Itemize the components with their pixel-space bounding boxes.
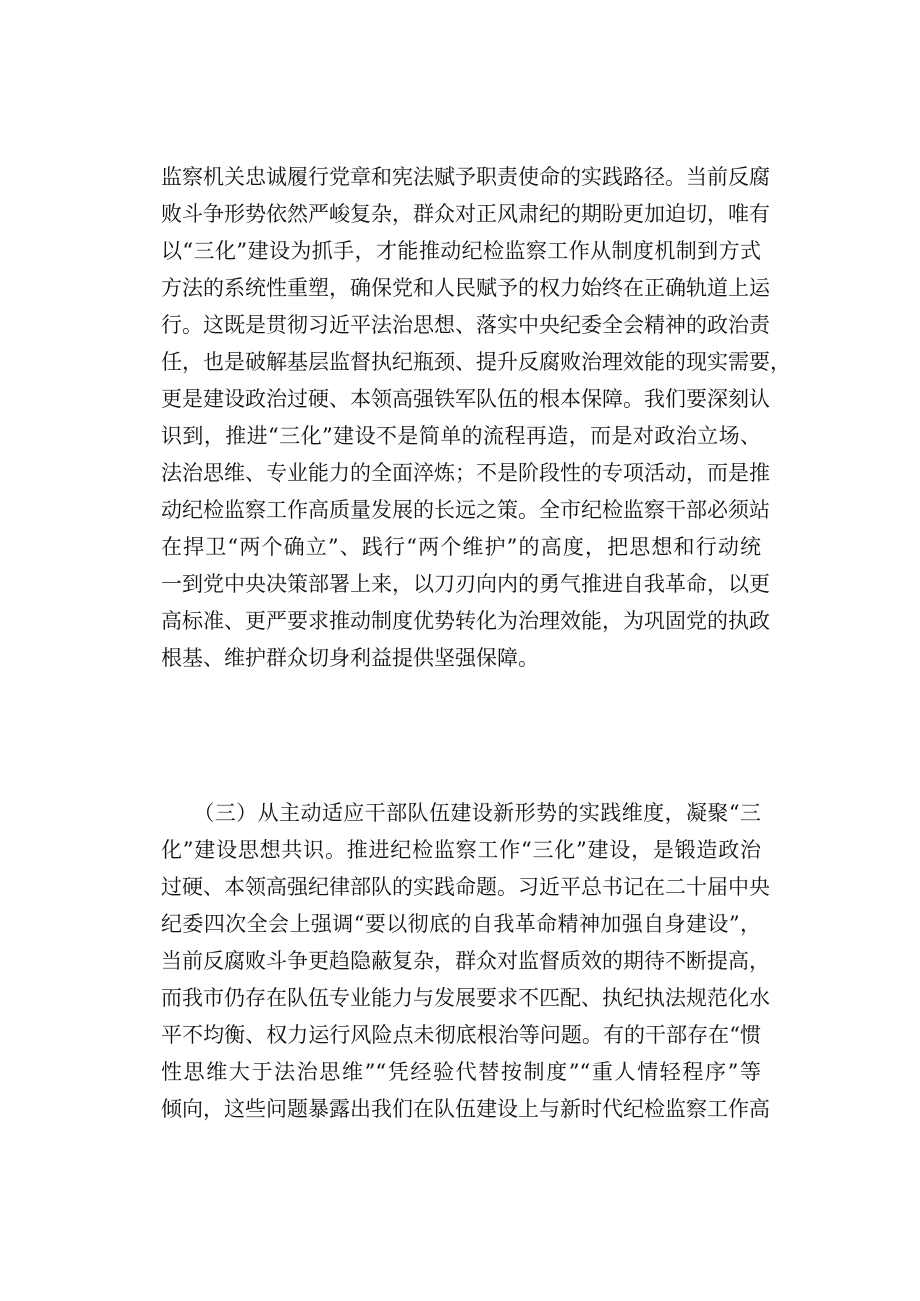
text-line: 方法的系统性重塑，确保党和人民赋予的权力始终在正确轨道上运 (161, 276, 770, 300)
text-line: 行。这既是贯彻习近平法治思想、落实中央纪委全会精神的政治责 (161, 313, 770, 337)
text-line: 高标准、更严要求推动制度优势转化为治理效能，为巩固党的执政 (161, 609, 770, 633)
text-line: 一到党中央决策部署上来，以刀刃向内的勇气推进自我革命，以更 (161, 572, 770, 596)
paragraph-1 (161, 159, 791, 677)
text-line: （三）从主动适应干部队伍建设新形势的实践维度，凝聚“三 (161, 801, 761, 825)
text-line: 根基、维护群众切身利益提供坚强保障。 (161, 646, 539, 670)
text-line: 纪委四次全会上强调“要以彻底的自我革命精神加强自身建设”， (161, 912, 761, 936)
text-line: 过硬、本领高强纪律部队的实践命题。习近平总书记在二十届中央 (161, 875, 770, 899)
text-line: 任，也是破解基层监督执纪瓶颈、提升反腐败治理效能的现实需要， (161, 350, 791, 374)
text-line: 识到，推进“三化”建设不是简单的流程再造，而是对政治立场、 (161, 424, 761, 448)
text-line: 性思维大于法治思维”“凭经验代替按制度”“重人情轻程序”等 (161, 1060, 761, 1084)
text-line: 更是建设政治过硬、本领高强铁军队伍的根本保障。我们要深刻认 (161, 387, 770, 411)
text-line: 在捍卫“两个确立”、践行“两个维护”的高度，把思想和行动统 (161, 535, 761, 559)
text-line: 败斗争形势依然严峻复杂，群众对正风肃纪的期盼更加迫切，唯有 (161, 202, 770, 226)
text-line: 倾向，这些问题暴露出我们在队伍建设上与新时代纪检监察工作高 (161, 1097, 770, 1121)
text-line: 当前反腐败斗争更趋隐蔽复杂，群众对监督质效的期待不断提高， (161, 949, 770, 973)
text-line: 监察机关忠诚履行党章和宪法赋予职责使命的实践路径。当前反腐 (161, 165, 770, 189)
paragraph-2 (161, 795, 770, 1128)
text-line: 而我市仍存在队伍专业能力与发展要求不匹配、执纪执法规范化水 (161, 986, 770, 1010)
text-line: 化”建设思想共识。推进纪检监察工作“三化”建设，是锻造政治 (161, 838, 761, 862)
text-line: 动纪检监察工作高质量发展的长远之策。全市纪检监察干部必须站 (161, 498, 770, 522)
text-line: 以“三化”建设为抓手，才能推动纪检监察工作从制度机制到方式 (161, 239, 761, 263)
text-line: 平不均衡、权力运行风险点未彻底根治等问题。有的干部存在“惯 (161, 1023, 761, 1047)
text-line: 法治思维、专业能力的全面淬炼；不是阶段性的专项活动，而是推 (161, 461, 770, 485)
